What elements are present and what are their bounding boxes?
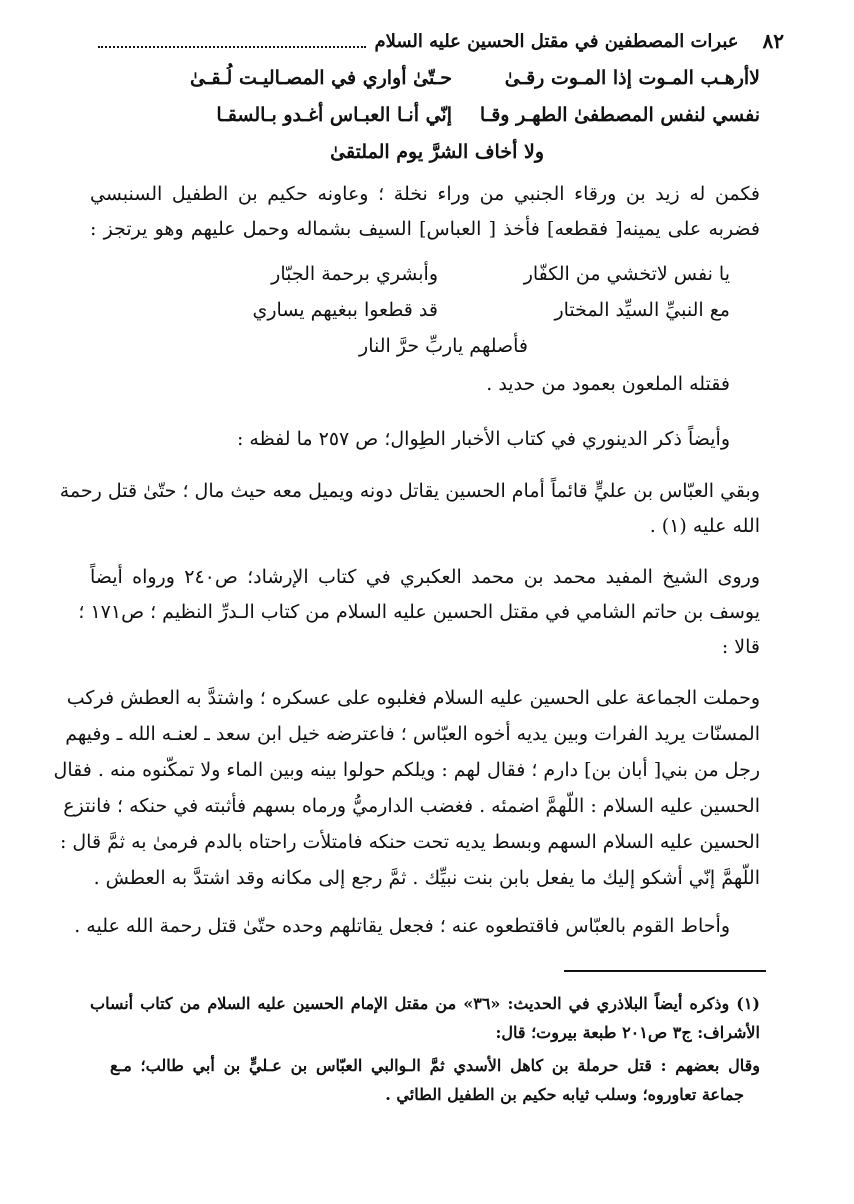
para5-line3: قالا : — [721, 636, 760, 658]
poem1-line1-first: لاأرهـب المـوت إذا المـوت رقـىٰ — [504, 67, 760, 89]
para6-line5: الحسين عليه السلام السهم وبسط يديه تحت حنكه فامتلأت راحتاه بالدم فرمىٰ به ثمَّ قال : — [59, 831, 760, 853]
para6-line2: المسنّات يريد الفرات وبين يديه أخوه العبّاس ؛ فاعترضه خيل ابن سعد ـ لعنـه الله ـ وفيهم — [65, 723, 760, 745]
poem2-line2-second: قد قطعوا ببغيهم يساري — [252, 299, 438, 321]
para1-line2: فضربه على يمينه[ فقطعه] فأخذ [ العباس] السيف بشماله وحمل عليهم وهو يرتجز : — [90, 218, 760, 240]
footnote-line1: (١) وذكره أيضاً البلاذري في الحديث: «٣٦» من مقتل الإمام الحسين عليه السلام من كتاب أنساب — [90, 994, 760, 1013]
footnote-line4: جماعة تعاوروه؛ وسلب ثيابه حكيم بن الطفيل الطائي . — [385, 1085, 744, 1104]
para7: وأحاط القوم بالعبّاس فاقتطعوه عنه ؛ فجعل يقاتلهم وحده حتّىٰ قتل رحمة الله عليه . — [74, 915, 730, 937]
header-title: عبرات المصطفين في مقتل الحسين عليه السلام — [374, 30, 739, 52]
para1-line1: فكمن له زيد بن ورقاء الجنبي من وراء نخلة ؛ وعاونه حكيم بن الطفيل السنبسي — [90, 183, 760, 205]
poem2-line2-first: مع النبيِّ السيِّد المختار — [554, 299, 730, 321]
para5-line1: وروى الشيخ المفيد محمد بن محمد العكبري في كتاب الإرشاد؛ ص٢٤٠ ورواه أيضاً — [90, 566, 761, 588]
header-dot-leader — [98, 34, 366, 48]
para6-line1: وحملت الجماعة على الحسين عليه السلام فغلبوه على عسكره ؛ واشتدَّ به العطش فركب — [66, 687, 760, 709]
para4-line1: وبقي العبّاس بن عليٍّ قائماً أمام الحسين يقاتل دونه ويميل معه حيث مال ؛ حتّىٰ قتل رحمة — [59, 480, 760, 502]
para5-line2: يوسف بن حاتم الشامي في مقتل الحسين عليه السلام من كتاب الـدرِّ النظيم ؛ ص١٧١ ؛ — [78, 601, 760, 623]
running-header — [90, 26, 784, 56]
poem2-line1-second: وأبشري برحمة الجبّار — [271, 263, 438, 285]
poem1-last-line: ولا أخاف الشرَّ يوم الملتقىٰ — [330, 141, 544, 163]
footnote-line2: الأشراف: ج٣ ص٢٠١ طبعة بيروت؛ قال: — [495, 1023, 760, 1042]
poem1-line1-second: حـتّىٰ أواري في المصـاليـت لُـقـىٰ — [189, 67, 452, 89]
footnote-rule — [564, 970, 766, 972]
page-number: ٨٢ — [762, 29, 784, 53]
poem2-last-line: فأصلهم ياربِّ حرَّ النار — [359, 335, 528, 357]
poem1-line2-second: إنّي أنـا العبـاس أغـدو بـالسقـا — [216, 104, 452, 126]
para6-line3: رجل من بني[ أبان بن] دارم ؛ فقال لهم : ويلكم حولوا بينه وبين الماء ولا تمكّنوه منه . فقال — [53, 759, 760, 781]
poem2-line1-first: يا نفس لاتخشي من الكفّار — [523, 263, 730, 285]
poem1-line2-first: نفسي لنفس المصطفىٰ الطهـر وقـا — [479, 104, 760, 126]
footnote-line3: وقال بعضهم : قتل حرملة بن كاهل الأسدي ثمَّ الـوالبي العبّاس بن عـليٍّ بن أبي طالب؛ مـع — [110, 1056, 760, 1075]
para6-line6: اللّهمَّ إنّي أشكو إليك ما يفعل بابن بنت نبيِّك . ثمَّ رجع إلى مكانه وقد اشتدَّ به العطش . — [93, 867, 760, 889]
para2: فقتله الملعون بعمود من حديد . — [486, 373, 730, 395]
para4-line2: الله عليه (١) . — [649, 515, 760, 537]
para6-line4: الحسين عليه السلام : اللّهمَّ اضمئه . فغضب الدارميُّ ورماه بسهم فأثبته في حنكه ؛ فانتزع — [63, 795, 760, 817]
para3: وأيضاً ذكر الدينوري في كتاب الأخبار الطِوال؛ ص ٢٥٧ ما لفظه : — [236, 428, 730, 450]
